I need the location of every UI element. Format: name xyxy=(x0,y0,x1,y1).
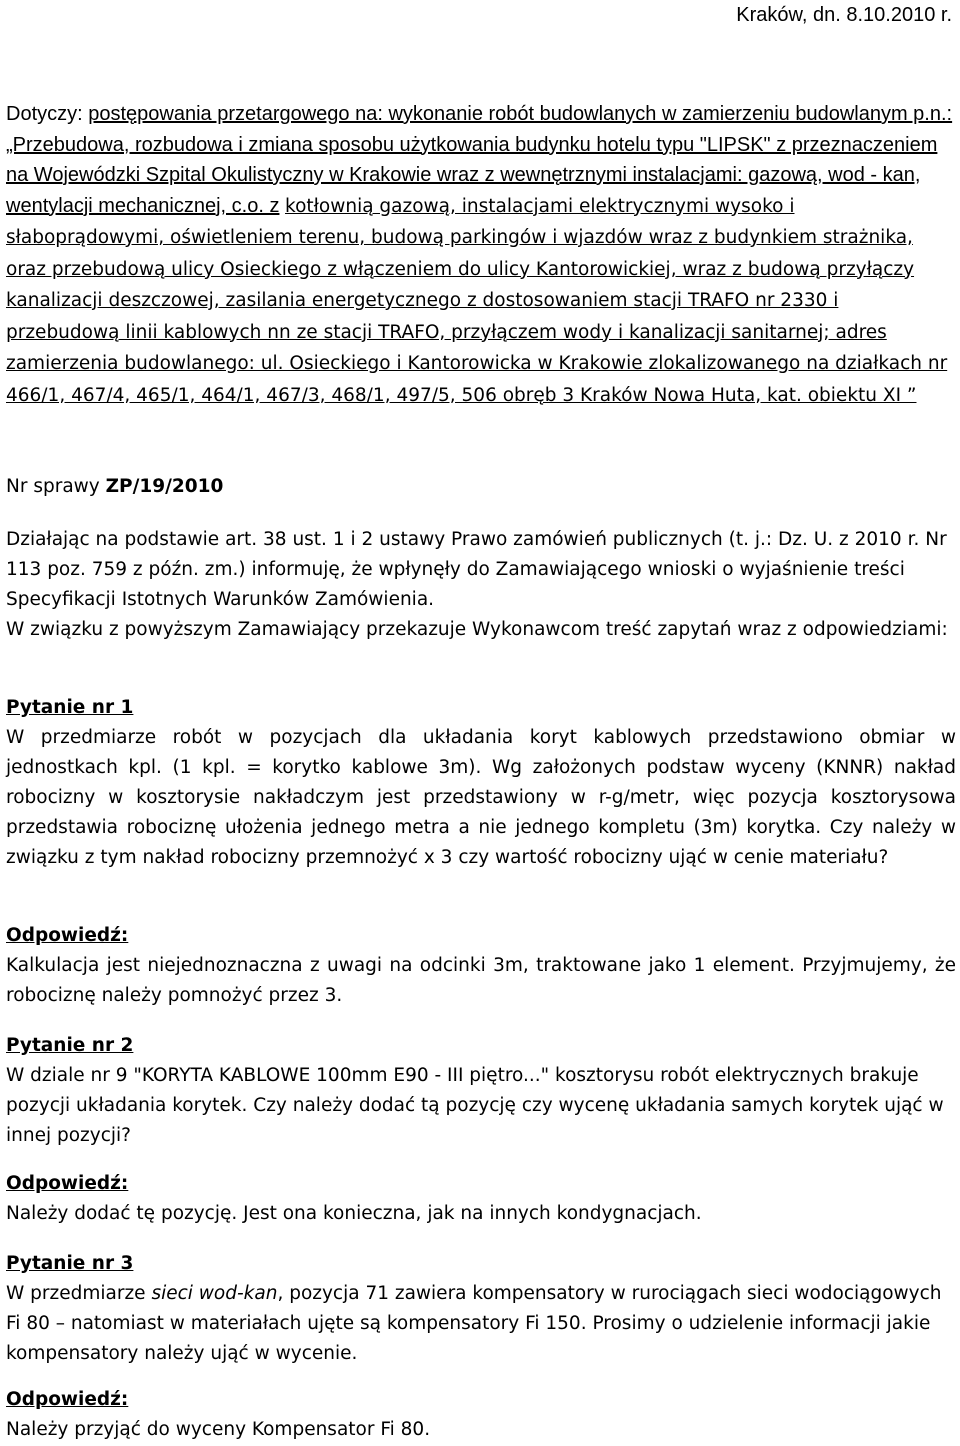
question-3-text xyxy=(6,1279,956,1369)
subject-title-part1: postępowania przetargowego na: wykonanie robót budowlanych w zamierzeniu budowlanym p.n.: „Przebudowa, rozbudowa i zmiana sposobu użytkowania budynku hotelu typu "LIPSK" z przeznaczeniem na Wojewódzki Szpital Okulistyczny w Krakowie wraz z wewnętrznymi instalacjami: gazową, wod - kan, wentylacji mechanicznej, c.o. z xyxy=(6,103,953,217)
case-number-value: ZP/19/2010 xyxy=(105,476,224,497)
answer-1-heading: Odpowiedź: xyxy=(6,925,129,946)
question-1 xyxy=(6,693,956,873)
question-2-heading: Pytanie nr 2 xyxy=(6,1035,134,1056)
answer-1 xyxy=(6,921,956,1011)
answer-2 xyxy=(6,1169,956,1229)
intro-paragraph-transfer: W związku z powyższym Zamawiający przekazuje Wykonawcom treść zapytań wraz z odpowiedziami: xyxy=(6,619,948,640)
question-1-heading: Pytanie nr 1 xyxy=(6,697,134,718)
subject-paragraph xyxy=(6,99,956,411)
question-1-text: W przedmiarze robót w pozycjach dla układania koryt kablowych przedstawiono obmiar w jednostkach kpl. (1 kpl. = korytko kablowe 3m). Wg założonych podstaw wyceny (KNNR) nakład robocizny w kosztorysie nakładczym jest przedstawiony w r-g/metr, więc pozycja kosztorysowa przedstawia robociznę ułożenia jednego metra a nie jednego kompletu (3m) korytka. Czy należy w związku z tym nakład robocizny przemnożyć x 3 czy wartość robocizny ująć w cenie materiału? xyxy=(6,727,956,868)
question-2-text: W dziale nr 9 "KORYTA KABLOWE 100mm E90 - III piętro..." kosztorysu robót elektrycznych brakuje pozycji układania korytek. Czy należy dodać tą pozycję czy wycenę układania samych korytek ująć w innej pozycji? xyxy=(6,1065,944,1146)
intro-paragraph-legal-basis: Działając na podstawie art. 38 ust. 1 i 2 ustawy Prawo zamówień publicznych (t. j.: Dz. U. z 2010 r. Nr 113 poz. 759 z późn. zm.) informuję, że wpłynęły do Zamawiającego wnioski o wyjaśnienie treści Specyfikacji Istotnych Warunków Zamówienia. xyxy=(6,529,947,610)
question-3-text-before: W przedmiarze xyxy=(6,1283,152,1304)
subject-prefix: Dotyczy: xyxy=(6,103,89,125)
answer-2-text: Należy dodać tę pozycję. Jest ona konieczna, jak na innych kondygnacjach. xyxy=(6,1203,702,1224)
question-3-text-after: , pozycja 71 zawiera kompensatory w rurociągach sieci wodociągowych Fi 80 – natomiast w materiałach ujęte są kompensatory Fi 150. Prosimy o udzielenie informacji jakie kompensatory należy ująć w wycenie. xyxy=(6,1283,942,1364)
answer-3 xyxy=(6,1385,956,1445)
question-3-heading: Pytanie nr 3 xyxy=(6,1253,134,1274)
document-date: Kraków, dn. 8.10.2010 r. xyxy=(736,4,952,26)
question-3-text-italic: sieci wod-kan xyxy=(151,1283,278,1304)
case-number xyxy=(6,476,956,497)
answer-1-text: Kalkulacja jest niejednoznaczna z uwagi na odcinki 3m, traktowane jako 1 element. Przyjmujemy, że robociznę należy pomnożyć przez 3. xyxy=(6,955,956,1006)
question-2 xyxy=(6,1031,956,1151)
subject-title-part2: kotłownią gazową, instalacjami elektrycznymi wysoko i słaboprądowymi, oświetleniem terenu, budową parkingów i wjazdów wraz z budynkiem strażnika, oraz przebudową ulicy Osieckiego z włączeniem do ulicy Kantorowickiej, wraz z budową przyłączy kanalizacji deszczowej, zasilania energetycznego z dostosowaniem stacji TRAFO nr 2330 i przebudową linii kablowych nn ze stacji TRAFO, przyłączem wody i kanalizacji sanitarnej; adres zamierzenia budowlanego: ul. Osieckiego i Kantorowicka w Krakowie zlokalizowanego na działkach nr 466/1, 467/4, 465/1, 464/1, 467/3, 468/1, 497/5, 506 obręb 3 Kraków Nowa Huta, kat. obiektu XI ” xyxy=(6,195,948,406)
intro-section xyxy=(6,525,956,645)
case-number-label: Nr sprawy xyxy=(6,476,106,497)
answer-3-heading: Odpowiedź: xyxy=(6,1389,129,1410)
answer-2-heading: Odpowiedź: xyxy=(6,1173,129,1194)
question-3 xyxy=(6,1249,956,1369)
answer-3-text: Należy przyjąć do wyceny Kompensator Fi 80. xyxy=(6,1419,431,1440)
